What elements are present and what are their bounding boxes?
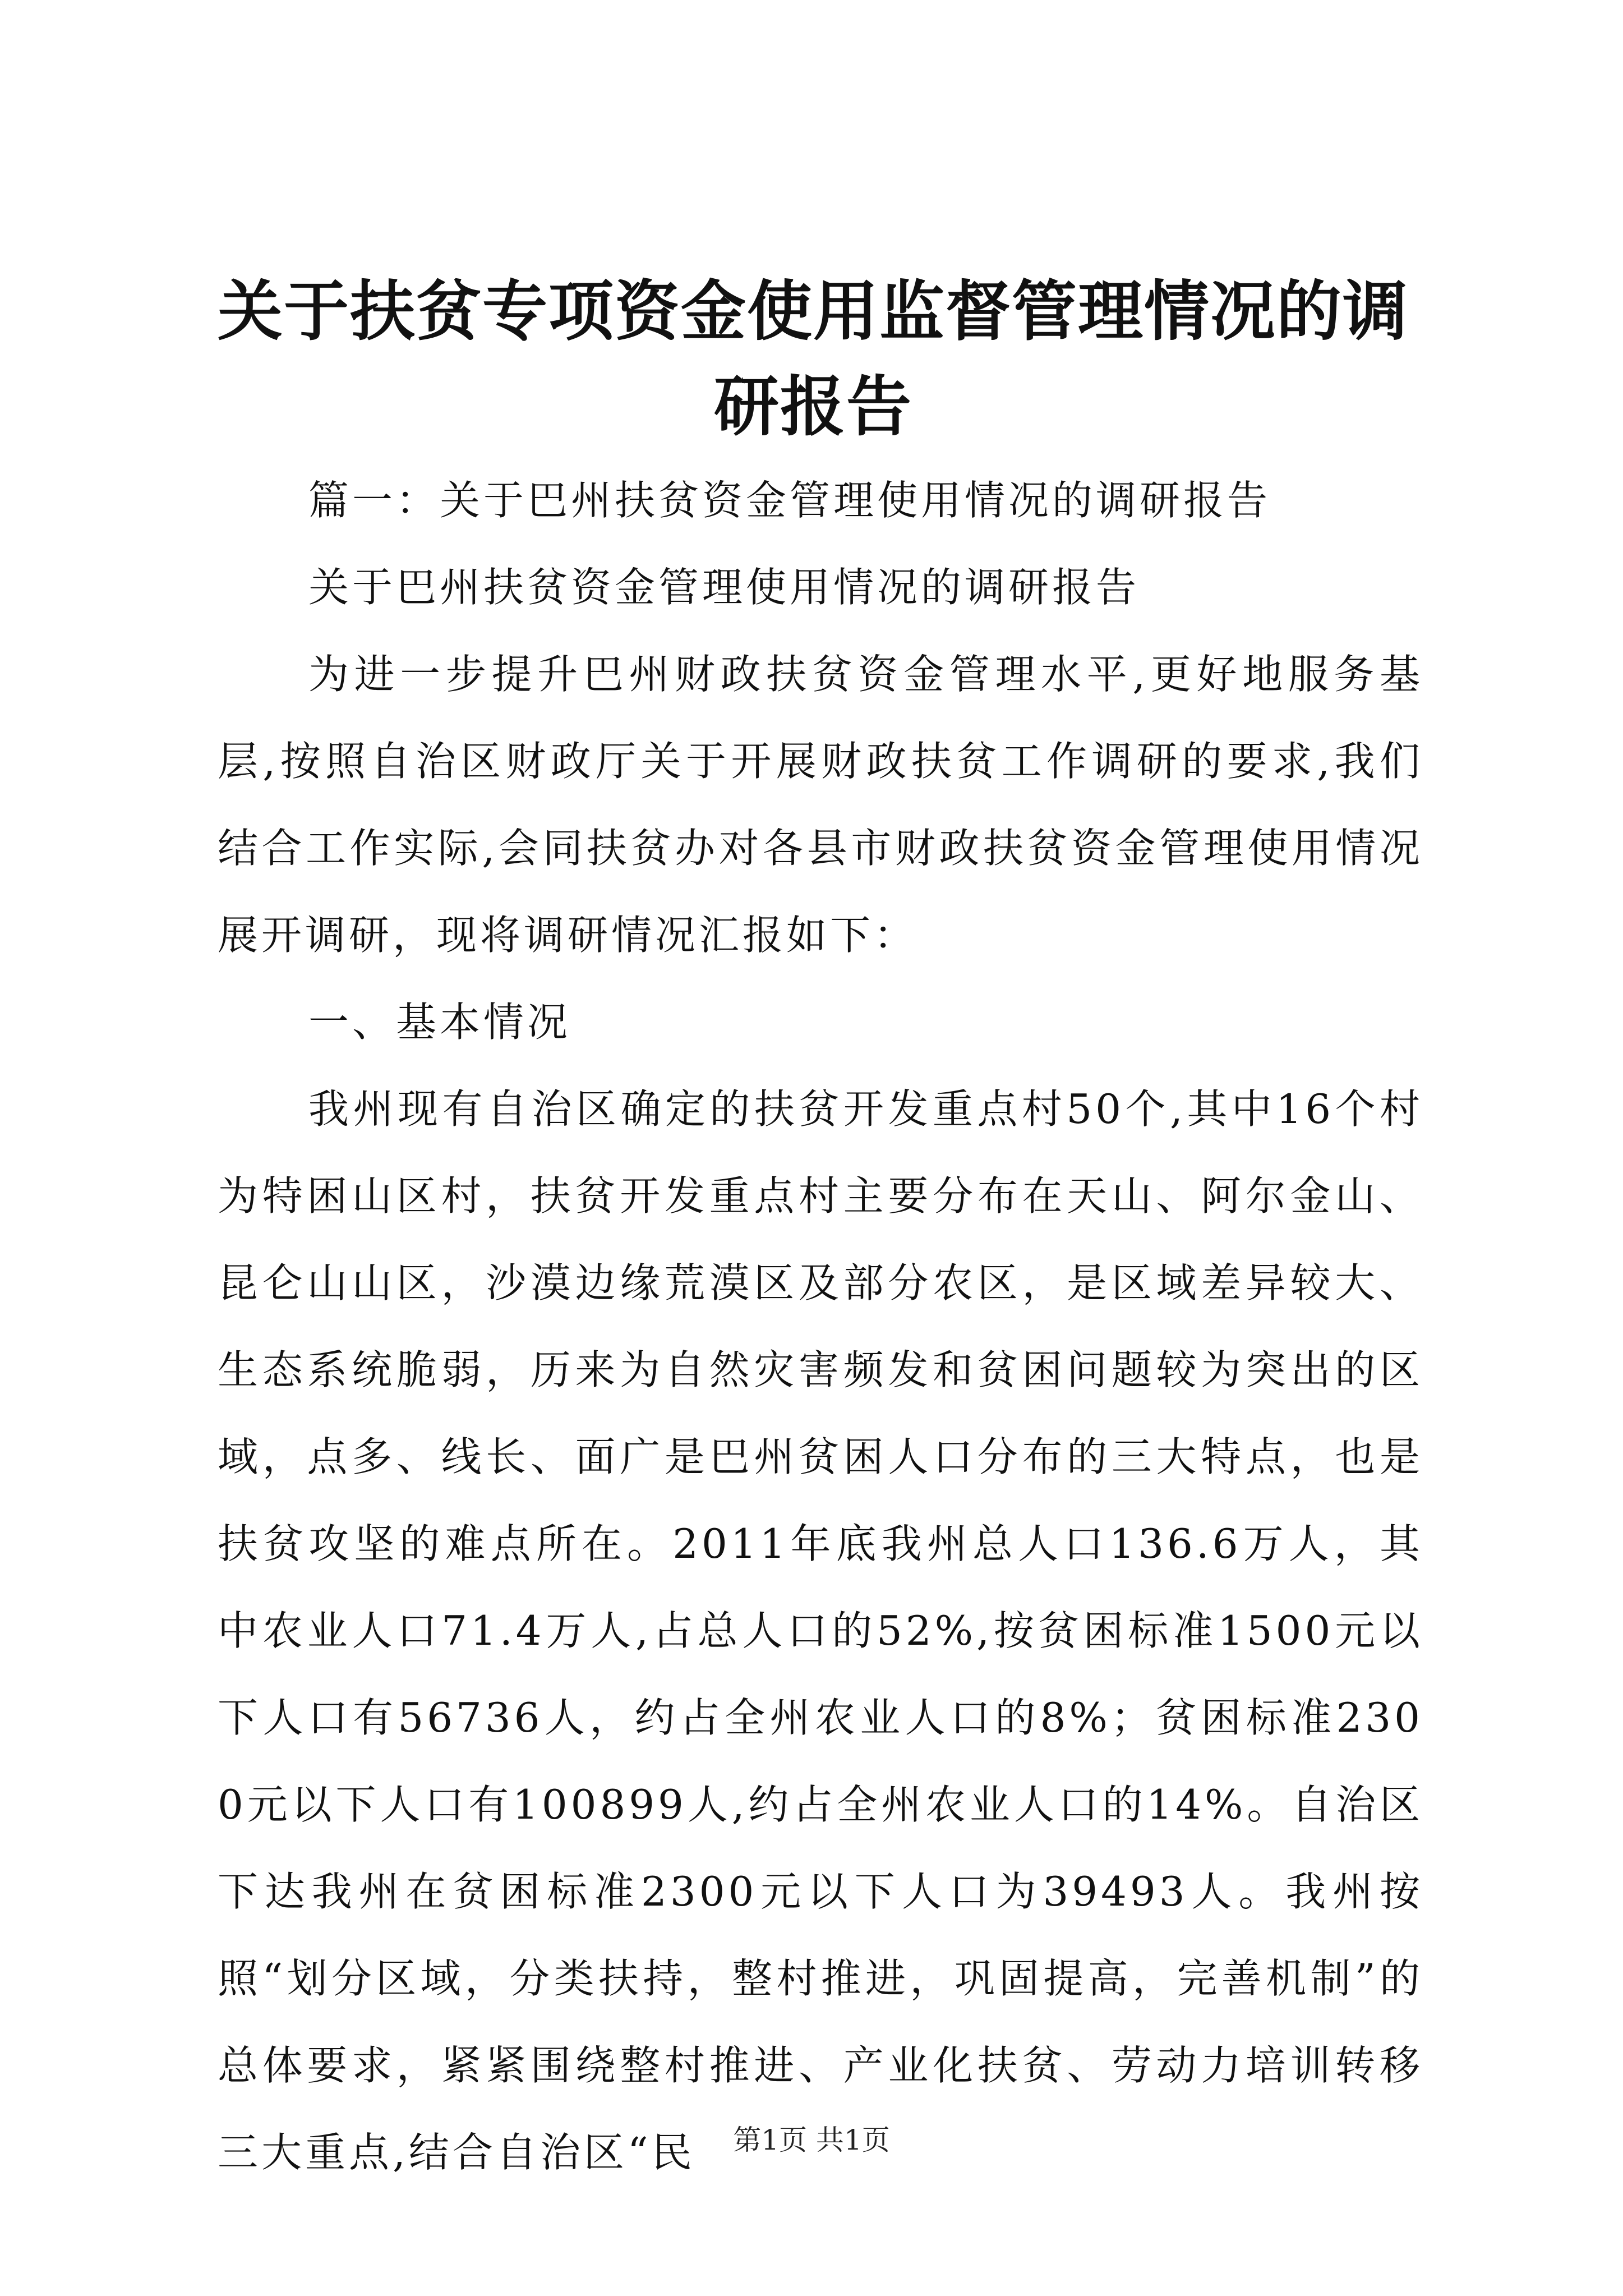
report-subtitle: 关于巴州扶贫资金管理使用情况的调研报告	[308, 564, 1140, 611]
page-number: 第1页 共1页	[733, 2124, 890, 2156]
intro-paragraph: 为进一步提升巴州财政扶贫资金管理水平,更好地服务基层,按照自治区财政厅关于开展财政扶贫工作调研的要求,我们结合工作实际,会同扶贫办对各县市财政扶贫资金管理使用情况展开调研，现将调研情况汇报如下：	[218, 651, 1423, 959]
chapter-heading: 篇一：关于巴州扶贫资金管理使用情况的调研报告	[308, 477, 1271, 524]
document-body	[218, 457, 1423, 2196]
document-title: 关于扶贫专项资金使用监督管理情况的调研报告	[218, 273, 1409, 445]
section-heading: 一、基本情况	[308, 999, 571, 1046]
body-paragraph: 我州现有自治区确定的扶贫开发重点村50个,其中16个村为特困山区村，扶贫开发重点村主要分布在天山、阿尔金山、昆仑山山区，沙漠边缘荒漠区及部分农区，是区域差异较大、生态系统脆弱，历来为自然灾害频发和贫困问题较为突出的区域，点多、线长、面广是巴州贫困人口分布的三大特点，也是扶贫攻坚的难点所在。2011年底我州总人口136.6万人，其中农业人口71.4万人,占总人口的52%,按贫困标准1500元以下人口有56736人，约占全州农业人口的8%；贫困标准2300元以下人口有100899人,约占全州农业人口的14%。自治区下达我州在贫困标准2300元以下人口为39493人。我州按照“划分区域，分类扶持，整村推进，巩固提高，完善机制”的总体要求，紧紧围绕整村推进、产业化扶贫、劳动力培训转移三大重点,结合自治区“民	[218, 1085, 1423, 2176]
